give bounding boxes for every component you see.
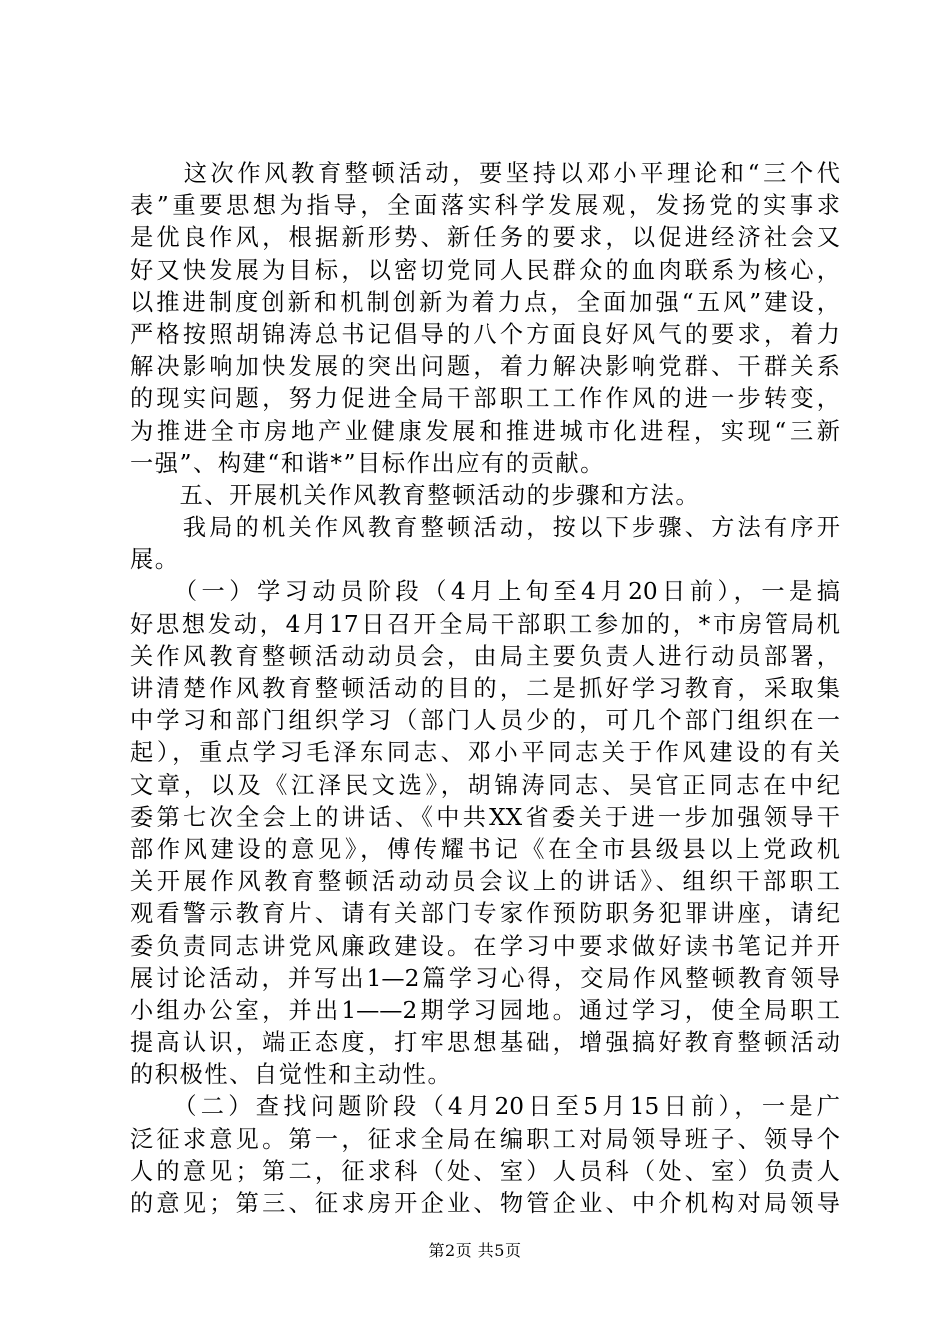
section-heading: 五、开展机关作风教育整顿活动的步骤和方法。 [130, 481, 701, 509]
text-line: 好思想发动，4月17日召开全局干部职工参加的，*市房管局机 [130, 610, 840, 638]
text-line: 的意见；第三、征求房开企业、物管企业、中介机构对局领导 [130, 1190, 840, 1217]
text-line: 提高认识，端正态度，打牢思想基础，增强搞好教育整顿活动 [130, 1029, 840, 1057]
text-line: 解决影响加快发展的突出问题，着力解决影响党群、干群关系 [130, 353, 840, 381]
text-line: 我局的机关作风教育整顿活动，按以下步骤、方法有序开 [130, 514, 840, 542]
text-line: （一）学习动员阶段（4月上旬至4月20日前），一是搞 [130, 578, 840, 606]
page-number-footer: 第2页 共5页 [428, 1241, 522, 1260]
text-line: 的积极性、自觉性和主动性。 [130, 1061, 453, 1089]
text-line: 一强”、构建“和谐*”目标作出应有的贡献。 [130, 449, 605, 477]
text-line: 泛征求意见。第一，征求全局在编职工对局领导班子、领导个 [130, 1125, 840, 1153]
text-line: 为推进全市房地产业健康发展和推进城市化进程，实现“三新 [130, 417, 840, 445]
text-line: 中学习和部门组织学习（部门人员少的，可几个部门组织在一 [130, 707, 840, 735]
text-line: 小组办公室，并出1——2期学习园地。通过学习，使全局职工 [130, 996, 840, 1024]
text-line: 关作风教育整顿活动动员会，由局主要负责人进行动员部署， [130, 642, 840, 670]
text-line: 展。 [130, 546, 180, 574]
text-line: 的现实问题，努力促进全局干部职工工作作风的进一步转变， [130, 385, 840, 413]
text-line: 严格按照胡锦涛总书记倡导的八个方面良好风气的要求，着力 [130, 320, 840, 348]
text-line: 以推进制度创新和机制创新为着力点，全面加强“五风”建设， [130, 288, 840, 316]
text-line: （二）查找问题阶段（4月20日至5月15日前），一是广 [130, 1093, 840, 1121]
text-line: 委负责同志讲党风廉政建设。在学习中要求做好读书笔记并开 [130, 932, 840, 960]
document-body [130, 158, 840, 1220]
text-line: 部作风建设的意见》，傅传耀书记《在全市县级县以上党政机 [130, 835, 840, 863]
text-line: 是优良作风，根据新形势、新任务的要求，以促进经济社会又 [130, 224, 840, 252]
text-line: 展讨论活动，并写出1—2篇学习心得，交局作风整顿教育领导 [130, 964, 840, 992]
text-line: 这次作风教育整顿活动，要坚持以邓小平理论和“三个代 [130, 160, 840, 187]
text-line: 人的意见；第二，征求科（处、室）人员科（处、室）负责人 [130, 1157, 840, 1185]
text-line: 观看警示教育片、请有关部门专家作预防职务犯罪讲座，请纪 [130, 900, 840, 928]
text-line: 文章，以及《江泽民文选》，胡锦涛同志、吴官正同志在中纪 [130, 771, 840, 799]
text-line: 关开展作风教育整顿活动动员会议上的讲话》、组织干部职工 [130, 868, 840, 896]
text-line: 起），重点学习毛泽东同志、邓小平同志关于作风建设的有关 [130, 739, 840, 767]
text-line: 好又快发展为目标，以密切党同人民群众的血肉联系为核心， [130, 256, 840, 284]
text-line: 讲清楚作风教育整顿活动的目的，二是抓好学习教育，采取集 [130, 675, 840, 702]
text-line: 表”重要思想为指导，全面落实科学发展观，发扬党的实事求 [130, 192, 840, 220]
text-line: 委第七次全会上的讲话、《中共XX省委关于进一步加强领导干 [130, 803, 840, 831]
